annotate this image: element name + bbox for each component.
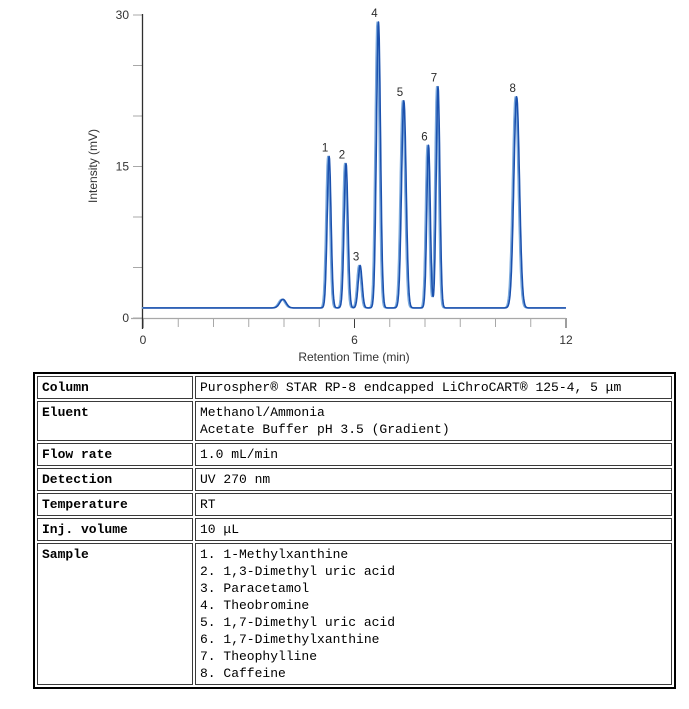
peak-label: 3 <box>352 251 360 264</box>
row-label: Eluent <box>37 401 193 441</box>
peak-label: 7 <box>430 72 438 85</box>
row-value-line: 4. Theobromine <box>200 598 310 613</box>
x-tick-label: 12 <box>559 333 573 347</box>
trace-main <box>143 22 566 308</box>
x-tick-label: 6 <box>351 333 358 347</box>
row-label: Inj. volume <box>37 518 193 541</box>
row-value-line: Acetate Buffer pH 3.5 (Gradient) <box>200 422 450 437</box>
row-value <box>195 543 672 685</box>
table-row <box>37 443 672 466</box>
table-row <box>37 518 672 541</box>
peak-label: 8 <box>509 82 516 95</box>
row-label: Sample <box>37 543 193 685</box>
peak-label-layer <box>322 8 516 263</box>
row-value-line: UV 270 nm <box>200 472 271 487</box>
table-row <box>37 401 672 441</box>
row-value <box>195 376 672 399</box>
y-tick-label: 0 <box>122 311 129 325</box>
x-axis-title: Retention Time (min) <box>298 350 410 364</box>
y-tick-label: 30 <box>115 8 129 22</box>
row-value-line: Purospher® STAR RP-8 endcapped LiChroCART® 125-4, 5 μm <box>200 380 622 395</box>
peak-label: 4 <box>371 8 378 21</box>
peak-label: 5 <box>396 86 404 99</box>
table-row <box>37 543 672 685</box>
table-row <box>37 468 672 491</box>
row-value-line: 1.0 mL/min <box>200 447 279 462</box>
row-value-line: Methanol/Ammonia <box>200 405 325 420</box>
table-row <box>37 493 672 516</box>
row-label: Flow rate <box>37 443 193 466</box>
conditions-table-body <box>37 376 672 685</box>
x-tick-label: 0 <box>139 333 147 347</box>
row-value-line: 3. Paracetamol <box>200 581 310 596</box>
row-value <box>195 518 672 541</box>
peak-label: 2 <box>338 149 346 162</box>
row-value-line: 10 μL <box>200 522 240 537</box>
row-label: Temperature <box>37 493 193 516</box>
row-value-line: 1. 1-Methylxanthine <box>200 547 349 562</box>
table-row <box>37 376 672 399</box>
row-value-line: RT <box>200 497 216 512</box>
row-value <box>195 468 672 491</box>
row-value <box>195 493 672 516</box>
trace-main-layer <box>143 22 566 308</box>
y-axis-title: Intensity (mV) <box>86 128 100 204</box>
trace-overlay <box>142 22 565 308</box>
conditions-table <box>33 372 676 689</box>
trace-overlay-group <box>142 22 565 308</box>
row-value-line: 2. 1,3-Dimethyl uric acid <box>200 564 396 579</box>
row-value-line: 6. 1,7-Dimethylxanthine <box>200 632 380 647</box>
row-value-line: 7. Theophylline <box>200 649 318 664</box>
row-label: Detection <box>37 468 193 491</box>
peak-label: 1 <box>321 142 329 155</box>
row-label: Column <box>37 376 193 399</box>
y-tick-label: 15 <box>115 159 129 174</box>
row-value-line: 8. Caffeine <box>200 666 286 681</box>
row-value-line: 5. 1,7-Dimethyl uric acid <box>200 615 396 630</box>
row-value <box>195 443 672 466</box>
trace-overlay-layer <box>142 22 565 308</box>
row-value <box>195 401 672 441</box>
peak-label: 6 <box>421 131 428 144</box>
